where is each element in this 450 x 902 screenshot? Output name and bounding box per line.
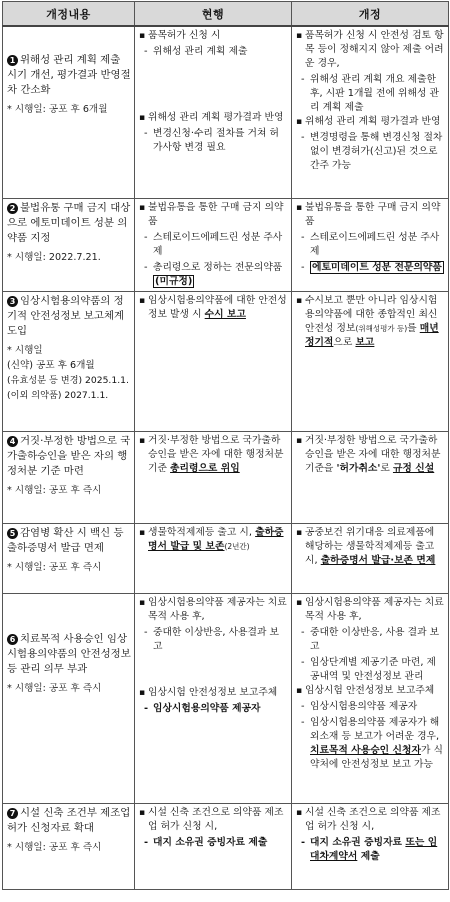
dash-item: - 위해성 관리 계획 개요 제출한 후, 시판 1개월 전에 위해성 관리 계획 제출 bbox=[296, 73, 445, 115]
item-title: 거짓·부정한 방법으로 국가출하승인을 받은 자의 행정처분 기준 마련 bbox=[7, 434, 131, 477]
bullet-item: ▪ 생물학적제제등 출고 시, 출하증명서 발급 및 보존(2년간) bbox=[139, 526, 288, 554]
table-row bbox=[3, 593, 449, 803]
revision-item bbox=[3, 431, 135, 523]
bullet-item: ▪ 시설 신축 조건으로 의약품 제조업 허가 신청 시, bbox=[296, 806, 445, 834]
revised-cell bbox=[292, 593, 449, 803]
bullet-item: ▪ 위해성 관리 계획 평가결과 반영 bbox=[139, 111, 288, 125]
revised-cell bbox=[292, 523, 449, 593]
effective-date-note: * 시행일: 공포 후 즉시 bbox=[7, 484, 102, 496]
effective-date-note: (이외 의약품) 2027.1.1. bbox=[7, 389, 109, 401]
effective-date-note: * 시행일: 공포 후 즉시 bbox=[7, 841, 102, 853]
item-title: 불법유통 구매 금지 대상으로 에토미데이트 성분 의약품 지정 bbox=[7, 201, 131, 244]
bullet-item: ▪ 거짓·부정한 방법으로 국가출하승인을 받은 자에 대한 행정처분 기준을 '허가취소'로 규정 신설 bbox=[296, 434, 445, 476]
effective-date-note: (신약) 공포 후 6개월 bbox=[7, 359, 95, 371]
current-cell bbox=[135, 198, 292, 291]
unregulated-box: (미규정) bbox=[155, 275, 193, 287]
item-title: 치료목적 사용승인 임상시험용의약품의 안전성정보 등 관리 의무 부과 bbox=[7, 632, 131, 675]
revised-cell bbox=[292, 431, 449, 523]
bullet-item: ▪ 위해성 관리 계획 평가결과 반영 bbox=[296, 115, 445, 129]
item-number-badge: 5 bbox=[7, 528, 18, 539]
bullet-item: ▪ 품목허가 신청 시 bbox=[139, 29, 288, 43]
item-number-badge: 6 bbox=[7, 634, 18, 645]
revision-item bbox=[3, 803, 135, 889]
dash-item: - 위해성 관리 계획 제출 bbox=[139, 45, 288, 59]
table-row bbox=[3, 26, 449, 198]
bullet-item: ▪ 임상시험용의약품에 대한 안전성 정보 발생 시 수시 보고 bbox=[139, 294, 288, 322]
dash-item: - 대지 소유권 증빙자료 또는 임대차계약서 제출 bbox=[296, 836, 445, 864]
revision-item bbox=[3, 593, 135, 803]
item-title: 시설 신축 조건부 제조업 허가 신청자료 확대 bbox=[7, 806, 131, 834]
table-row bbox=[3, 198, 449, 291]
item-number-badge: 7 bbox=[7, 808, 18, 819]
header-revised: 개정 bbox=[292, 2, 449, 27]
item-number-badge: 3 bbox=[7, 296, 18, 307]
bullet-item: ▪ 임상시험 안전성정보 보고주체 bbox=[296, 684, 445, 698]
effective-date-note: * 시행일: 공포 후 즉시 bbox=[7, 682, 102, 694]
current-cell bbox=[135, 291, 292, 431]
bullet-item: ▪ 임상시험용의약품 제공자는 치료목적 사용 후, bbox=[296, 596, 445, 624]
dash-item: - 스테로이드에페드린 성분 주사제 bbox=[296, 231, 445, 259]
current-cell bbox=[135, 26, 292, 198]
revised-cell bbox=[292, 291, 449, 431]
dash-item bbox=[296, 261, 445, 275]
revised-cell bbox=[292, 26, 449, 198]
effective-date-note: * 시행일: 공포 후 6개월 bbox=[7, 104, 108, 115]
revision-item bbox=[3, 198, 135, 291]
item-number-badge: 4 bbox=[7, 436, 18, 447]
bullet-item: ▪ 시설 신축 조건으로 의약품 제조업 허가 신청 시, bbox=[139, 806, 288, 834]
table-row bbox=[3, 291, 449, 431]
bullet-item: ▪ 거짓·부정한 방법으로 국가출하승인을 받은 자에 대한 행정처분 기준 총리령으로 위임 bbox=[139, 434, 288, 476]
bullet-item: ▪ 수시보고 뿐만 아니라 임상시험용의약품에 대한 종합적인 최신 안전성 정보(위해성평가 등)를 매년 정기적으로 보고 bbox=[296, 294, 445, 350]
effective-date-note: * 시행일: 공포 후 즉시 bbox=[7, 561, 102, 573]
item-number-badge: 2 bbox=[7, 203, 18, 214]
effective-date-note: * 시행일 bbox=[7, 344, 43, 356]
bullet-item: ▪ 공중보건 위기대응 의료제품에 해당하는 생물학적제제등 출고 시, 출하증명서 발급·보존 면제 bbox=[296, 526, 445, 568]
table-row bbox=[3, 803, 449, 889]
effective-date-note: * 시행일: 2022.7.21. bbox=[7, 251, 101, 263]
dash-item: - 중대한 이상반응, 사용결과 보고 bbox=[139, 626, 288, 654]
dash-item: - 임상시험용의약품 제공자가 해외소재 등 보고가 어려운 경우, 치료목적 사용승인 신청자가 식약처에 안전성정보 보고 가능 bbox=[296, 716, 445, 772]
bullet-item: ▪ 임상시험 안전성정보 보고주체 bbox=[139, 686, 288, 700]
header-current: 현행 bbox=[135, 2, 292, 27]
dash-item: - 대지 소유권 증빙자료 제출 bbox=[139, 836, 288, 850]
bullet-item: ▪ 품목허가 신청 시 안전성 검토 항목 등이 정해지지 않아 제출 어려운 경우, bbox=[296, 29, 445, 71]
item-number-badge: 1 bbox=[7, 55, 18, 66]
dash-item: - 임상시험용의약품 제공자 bbox=[139, 702, 288, 716]
revision-table bbox=[2, 1, 449, 890]
current-cell bbox=[135, 431, 292, 523]
header-row bbox=[3, 2, 449, 27]
current-cell bbox=[135, 803, 292, 889]
item-title: 임상시험용의약품의 정기적 안전성정보 보고체계 도입 bbox=[7, 294, 125, 337]
bullet-item: ▪ 임상시험용의약품 제공자는 치료목적 사용 후, bbox=[139, 596, 288, 624]
dash-item: - 임상시험용의약품 제공자 bbox=[296, 700, 445, 714]
table-row bbox=[3, 523, 449, 593]
revised-cell bbox=[292, 198, 449, 291]
dash-item: - 중대한 이상반응, 사용 결과 보고 bbox=[296, 626, 445, 654]
etomidate-box: 에토미데이트 성분 전문의약품 bbox=[312, 261, 442, 273]
revision-item bbox=[3, 523, 135, 593]
bullet-item: ▪ 불법유통을 통한 구매 금지 의약품 bbox=[296, 201, 445, 229]
revision-item bbox=[3, 291, 135, 431]
dash-item: - 스테로이드에페드린 성분 주사제 bbox=[139, 231, 288, 259]
dash-item: - 총리령으로 정하는 전문의약품 (미규정) bbox=[139, 261, 288, 289]
item-title: 감염병 확산 시 백신 등 출하증명서 발급 면제 bbox=[7, 526, 124, 554]
bullet-item: ▪ 불법유통을 통한 구매 금지 의약품 bbox=[139, 201, 288, 229]
current-cell bbox=[135, 593, 292, 803]
table-row bbox=[3, 431, 449, 523]
effective-date-note: (유효성분 등 변경) 2025.1.1. bbox=[7, 374, 129, 386]
item-title: 위해성 관리 계획 제출 시기 개선, 평가결과 반영절차 간소화 bbox=[7, 54, 131, 96]
revision-item bbox=[3, 26, 135, 198]
dash-item: - 임상단계별 제공기준 마련, 제공내역 및 안전성정보 관리 bbox=[296, 656, 445, 684]
current-cell bbox=[135, 523, 292, 593]
dash-item: - 변경명령을 통해 변경신청 절차 없이 변경허가(신고)된 것으로 간주 가능 bbox=[296, 131, 445, 173]
revised-cell bbox=[292, 803, 449, 889]
dash-item: - 변경신청·수리 절차를 거쳐 허가사항 변경 필요 bbox=[139, 127, 288, 155]
header-revision-content: 개정내용 bbox=[3, 2, 135, 27]
